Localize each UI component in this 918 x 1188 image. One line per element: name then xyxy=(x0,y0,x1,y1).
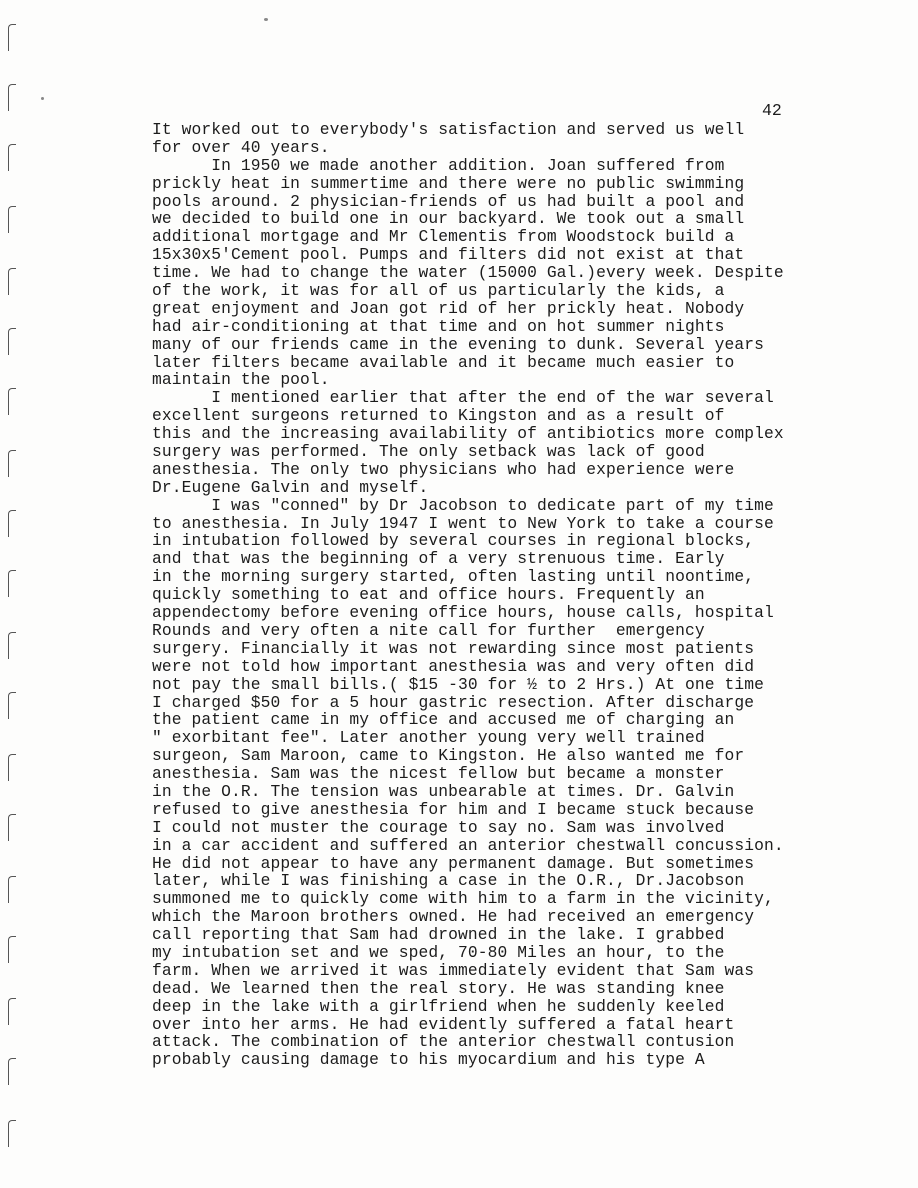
binder-hole-mark xyxy=(8,876,16,903)
text-line: " exorbitant fee". Later another young very well trained xyxy=(152,728,705,748)
body-text xyxy=(152,121,852,1069)
text-line: additional mortgage and Mr Clementis from Woodstock build a xyxy=(152,227,735,247)
binder-hole-mark xyxy=(8,144,16,171)
text-line: Rounds and very often a nite call for further emergency xyxy=(152,620,705,640)
text-line: I mentioned earlier that after the end of the war several xyxy=(152,388,774,408)
binder-hole-mark xyxy=(8,998,16,1025)
text-line: 15x30x5'Cement pool. Pumps and filters did not exist at that xyxy=(152,245,745,265)
text-line: I could not muster the courage to say no. Sam was involved xyxy=(152,817,725,837)
text-line: surgery. Financially it was not rewarding since most patients xyxy=(152,638,755,658)
binder-hole-mark xyxy=(8,1058,16,1085)
text-line: over into her arms. He had evidently suffered a fatal heart xyxy=(152,1014,735,1034)
text-line: my intubation set and we sped, 70-80 Miles an hour, to the xyxy=(152,942,725,962)
text-line: in a car accident and suffered an anterior chestwall concussion. xyxy=(152,835,784,855)
binder-hole-mark xyxy=(8,84,16,111)
text-line: quickly something to eat and office hours. Frequently an xyxy=(152,585,705,605)
text-line: and that was the beginning of a very strenuous time. Early xyxy=(152,549,725,569)
text-line: I was "conned" by Dr Jacobson to dedicate part of my time xyxy=(152,495,774,515)
text-line: deep in the lake with a girlfriend when he suddenly keeled xyxy=(152,996,725,1016)
text-line: attack. The combination of the anterior chestwall contusion xyxy=(152,1032,735,1052)
binder-hole-mark xyxy=(8,1120,16,1147)
text-line: in the morning surgery started, often lasting until noontime, xyxy=(152,567,755,587)
binder-hole-mark xyxy=(8,268,16,295)
binder-hole-mark xyxy=(8,450,16,477)
text-line: prickly heat in summertime and there were no public swimming xyxy=(152,173,745,193)
text-line: were not told how important anesthesia was and very often did xyxy=(152,656,755,676)
binder-hole-mark xyxy=(8,632,16,659)
text-line: Dr.Eugene Galvin and myself. xyxy=(152,477,429,497)
text-line: farm. When we arrived it was immediately evident that Sam was xyxy=(152,960,755,980)
binder-hole-mark xyxy=(8,814,16,841)
text-line: In 1950 we made another addition. Joan suffered from xyxy=(152,155,725,175)
text-line: appendectomy before evening office hours, house calls, hospital xyxy=(152,603,774,623)
text-line: surgery was performed. The only setback was lack of good xyxy=(152,442,705,462)
text-line: I charged $50 for a 5 hour gastric resection. After discharge xyxy=(152,692,755,712)
text-line: in the O.R. The tension was unbearable at times. Dr. Galvin xyxy=(152,781,735,801)
text-line: summoned me to quickly come with him to a farm in the vicinity, xyxy=(152,889,774,909)
text-line: not pay the small bills.( $15 -30 for ½ to 2 Hrs.) At one time xyxy=(152,674,764,694)
text-line: later, while I was finishing a case in the O.R., Dr.Jacobson xyxy=(152,871,745,891)
binder-hole-mark xyxy=(8,328,16,355)
text-line: had air-conditioning at that time and on hot summer nights xyxy=(152,316,725,336)
text-line: dead. We learned then the real story. He was standing knee xyxy=(152,978,725,998)
text-line: anesthesia. Sam was the nicest fellow but became a monster xyxy=(152,764,725,784)
text-line: we decided to build one in our backyard. We took out a small xyxy=(152,209,745,229)
text-line: pools around. 2 physician-friends of us had built a pool and xyxy=(152,191,745,211)
paper-speck xyxy=(264,18,268,21)
paper-speck xyxy=(41,97,44,100)
text-line: many of our friends came in the evening to dunk. Several years xyxy=(152,334,764,354)
text-line: refused to give anesthesia for him and I became stuck because xyxy=(152,799,755,819)
text-line: excellent surgeons returned to Kingston and as a result of xyxy=(152,406,725,426)
text-line: call reporting that Sam had drowned in the lake. I grabbed xyxy=(152,925,725,945)
text-line: probably causing damage to his myocardium and his type A xyxy=(152,1050,705,1070)
binder-hole-mark xyxy=(8,24,16,51)
binder-hole-mark xyxy=(8,570,16,597)
text-line: maintain the pool. xyxy=(152,370,330,390)
text-line: which the Maroon brothers owned. He had received an emergency xyxy=(152,907,755,927)
text-line: the patient came in my office and accused me of charging an xyxy=(152,710,735,730)
binder-hole-mark xyxy=(8,754,16,781)
text-line: later filters became available and it became much easier to xyxy=(152,352,735,372)
text-line: He did not appear to have any permanent damage. But sometimes xyxy=(152,853,755,873)
text-line: anesthesia. The only two physicians who had experience were xyxy=(152,459,735,479)
text-line: in intubation followed by several courses in regional blocks, xyxy=(152,531,755,551)
binder-hole-mark xyxy=(8,936,16,963)
binder-hole-mark xyxy=(8,692,16,719)
page-number: 42 xyxy=(762,101,782,120)
text-line: great enjoyment and Joan got rid of her prickly heat. Nobody xyxy=(152,298,745,318)
text-line: to anesthesia. In July 1947 I went to New York to take a course xyxy=(152,513,774,533)
binder-hole-mark xyxy=(8,510,16,537)
binder-hole-mark xyxy=(8,388,16,415)
binder-hole-mark xyxy=(8,206,16,233)
text-line: surgeon, Sam Maroon, came to Kingston. He also wanted me for xyxy=(152,746,745,766)
text-line: of the work, it was for all of us particularly the kids, a xyxy=(152,281,725,301)
text-line: time. We had to change the water (15000 Gal.)every week. Despite xyxy=(152,263,784,283)
text-line: this and the increasing availability of antibiotics more complex xyxy=(152,424,784,444)
text-line: for over 40 years. xyxy=(152,137,330,157)
text-line: It worked out to everybody's satisfaction and served us well xyxy=(152,120,745,139)
